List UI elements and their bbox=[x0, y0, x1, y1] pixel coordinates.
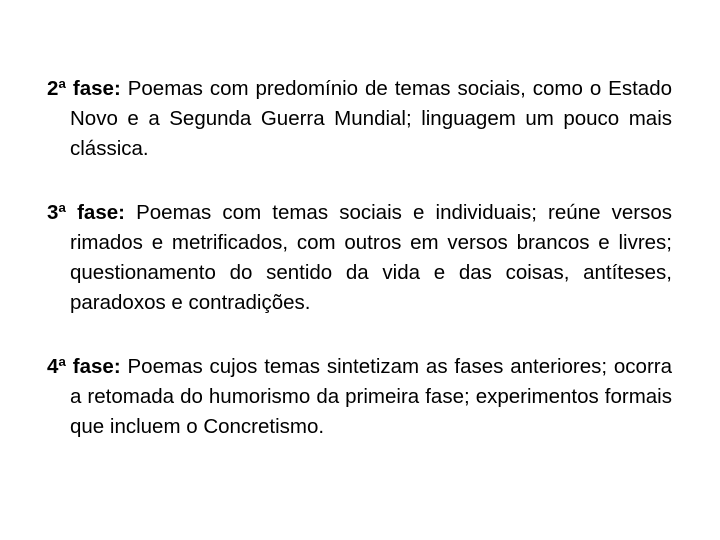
paragraph-fase-2 bbox=[47, 74, 672, 164]
paragraph-text: Poemas com predomínio de temas sociais, como o Estado Novo e a Segunda Guerra Mundial; linguagem um pouco mais clássica. bbox=[70, 77, 672, 160]
paragraph-fase-3 bbox=[47, 198, 672, 318]
slide-content bbox=[47, 74, 672, 476]
paragraph-label: 3ª fase: bbox=[47, 201, 125, 224]
paragraph-fase-4 bbox=[47, 352, 672, 442]
paragraph-text: Poemas com temas sociais e individuais; reúne versos rimados e metrificados, com outros em versos brancos e livres; questionamento do sentido da vida e das coisas, antíteses, paradoxos e contradições. bbox=[70, 201, 672, 314]
paragraph-text: Poemas cujos temas sintetizam as fases anteriores; ocorra a retomada do humorismo da primeira fase; experimentos formais que incluem o Concretismo. bbox=[70, 355, 672, 438]
paragraph-label: 4ª fase: bbox=[47, 355, 121, 378]
paragraph-label: 2ª fase: bbox=[47, 77, 121, 100]
